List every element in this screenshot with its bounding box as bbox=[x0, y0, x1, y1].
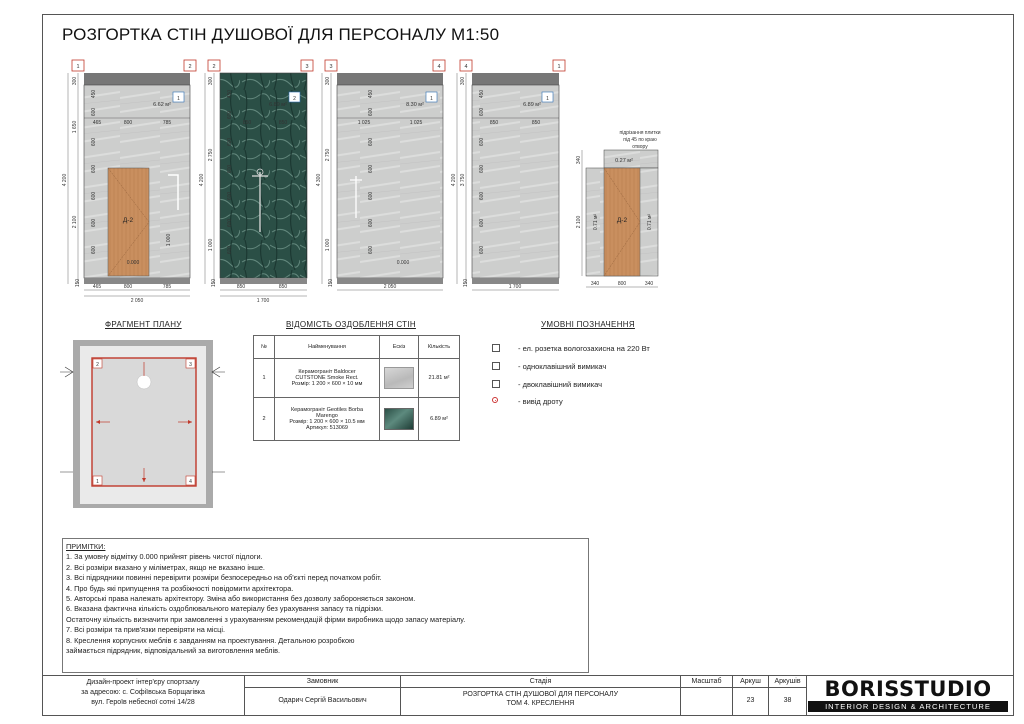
notes-block bbox=[62, 538, 589, 673]
svg-text:450: 450 bbox=[479, 89, 485, 99]
finish-schedule-table bbox=[253, 335, 460, 441]
svg-text:2 750: 2 750 bbox=[208, 148, 214, 162]
svg-text:600: 600 bbox=[91, 137, 97, 147]
svg-text:150: 150 bbox=[463, 278, 469, 288]
elevation-wall-2-3 bbox=[199, 60, 313, 304]
svg-text:600: 600 bbox=[91, 107, 97, 117]
svg-text:600: 600 bbox=[227, 191, 233, 201]
table-header-row bbox=[254, 336, 460, 359]
svg-text:3: 3 bbox=[189, 362, 192, 368]
svg-text:Д-2: Д-2 bbox=[122, 217, 134, 224]
svg-text:0.71 м²: 0.71 м² bbox=[647, 213, 653, 231]
door-detail bbox=[576, 130, 661, 287]
sheets-cell: Аркушів 38 bbox=[768, 676, 806, 716]
svg-text:1: 1 bbox=[96, 479, 99, 485]
svg-text:600: 600 bbox=[91, 218, 97, 228]
svg-text:6.62 м²: 6.62 м² bbox=[153, 102, 171, 108]
svg-text:850: 850 bbox=[236, 284, 246, 290]
svg-text:800: 800 bbox=[123, 120, 133, 126]
material-series: CUTSTONE Smoke Rect. bbox=[295, 375, 359, 381]
svg-text:150: 150 bbox=[75, 278, 81, 288]
svg-text:600: 600 bbox=[479, 245, 485, 255]
svg-text:800: 800 bbox=[617, 281, 627, 287]
svg-text:1 700: 1 700 bbox=[508, 284, 522, 290]
svg-text:450: 450 bbox=[368, 89, 374, 99]
svg-text:3 750: 3 750 bbox=[460, 173, 466, 187]
svg-text:600: 600 bbox=[479, 218, 485, 228]
svg-text:1: 1 bbox=[557, 64, 561, 70]
note-line: 3. Всі підрядники повинні перевірити розміри безпосередньо на об'єкті перед початком робіт. bbox=[66, 573, 382, 583]
notes-title: ПРИМІТКИ: bbox=[66, 542, 106, 551]
svg-text:340: 340 bbox=[644, 281, 654, 287]
material-series: Marengo bbox=[316, 413, 338, 419]
svg-text:340: 340 bbox=[590, 281, 600, 287]
row-number: 1 bbox=[254, 359, 275, 398]
svg-text:600: 600 bbox=[479, 137, 485, 147]
svg-text:4: 4 bbox=[464, 64, 468, 70]
table-row bbox=[254, 359, 460, 398]
svg-text:300: 300 bbox=[208, 76, 214, 86]
svg-text:600: 600 bbox=[368, 191, 374, 201]
note-line: 7. Всі розміри та прив'язки перевіряти на місці. bbox=[66, 625, 225, 635]
svg-text:465: 465 bbox=[92, 120, 102, 126]
plan-title: ФРАГМЕНТ ПЛАНУ bbox=[105, 320, 182, 329]
svg-text:2 750: 2 750 bbox=[325, 148, 331, 162]
svg-text:1 025: 1 025 bbox=[357, 120, 371, 126]
page-title: РОЗГОРТКА СТІН ДУШОВОЇ ДЛЯ ПЕРСОНАЛУ М1:50 bbox=[62, 25, 500, 44]
svg-text:6.89 м²: 6.89 м² bbox=[523, 102, 541, 108]
project-cell: Дизайн-проект інтер'єру спортзалу за адресою: с. Софіївська Борщагівка вул. Героїв небесної сотні 14/28 bbox=[81, 679, 205, 706]
svg-text:6.89 м²: 6.89 м² bbox=[269, 102, 287, 108]
note-line: 4. Про будь які припущення та розбіжності повідомити архітектора. bbox=[66, 583, 294, 593]
svg-text:4: 4 bbox=[189, 479, 192, 485]
single-switch-icon bbox=[492, 362, 500, 370]
client-cell: Замовник Одарич Сергій Васильович bbox=[244, 676, 400, 716]
svg-text:1 000: 1 000 bbox=[166, 233, 172, 247]
table-row bbox=[254, 398, 460, 441]
double-switch-icon bbox=[492, 380, 500, 388]
elevation-wall-3-4 bbox=[316, 60, 445, 290]
studio-logo: BORISSTUDIO INTERIOR DESIGN & ARCHITECTURE bbox=[808, 677, 1008, 713]
note-line: займається підрядник, відповідальний за виготовлення меблів. bbox=[66, 646, 281, 656]
svg-text:600: 600 bbox=[91, 191, 97, 201]
svg-text:1 000: 1 000 bbox=[325, 238, 331, 252]
svg-text:3: 3 bbox=[329, 64, 333, 70]
col-name: Найменування bbox=[275, 336, 380, 359]
svg-text:0.27 м²: 0.27 м² bbox=[615, 158, 633, 164]
row-name bbox=[275, 359, 380, 398]
stage-cell: Стадія РОЗГОРТКА СТІН ДУШОВОЇ ДЛЯ ПЕРСОНАЛУ ТОМ 4. КРЕСЛЕННЯ bbox=[400, 676, 680, 716]
svg-text:1 700: 1 700 bbox=[256, 298, 270, 304]
svg-text:150: 150 bbox=[211, 278, 217, 288]
elevation-wall-1-2 bbox=[62, 60, 196, 304]
svg-text:785: 785 bbox=[162, 120, 172, 126]
svg-text:0.000: 0.000 bbox=[126, 260, 140, 266]
col-quantity: Кількість bbox=[419, 336, 460, 359]
svg-text:1 000: 1 000 bbox=[208, 238, 214, 252]
note-line: 8. Креслення корпусних меблів є завданням на проектування. Детальною розробкою bbox=[66, 635, 355, 645]
svg-text:600: 600 bbox=[227, 218, 233, 228]
svg-text:600: 600 bbox=[227, 164, 233, 174]
note-line: 6. Вказана фактична кількість оздоблювального матеріалу без урахування запасу та підрізки. bbox=[66, 604, 384, 614]
svg-text:2: 2 bbox=[212, 64, 216, 70]
svg-text:8.30 м²: 8.30 м² bbox=[406, 102, 424, 108]
svg-text:785: 785 bbox=[162, 284, 172, 290]
wall-elevations bbox=[0, 0, 1024, 330]
svg-text:підрізання плитки: підрізання плитки bbox=[619, 130, 661, 136]
svg-text:600: 600 bbox=[368, 245, 374, 255]
svg-text:850: 850 bbox=[531, 120, 541, 126]
svg-text:2: 2 bbox=[293, 96, 296, 102]
svg-text:0.71 м²: 0.71 м² bbox=[593, 213, 599, 231]
col-sketch: Ескіз bbox=[380, 336, 419, 359]
svg-text:1 025: 1 025 bbox=[409, 120, 423, 126]
svg-text:300: 300 bbox=[72, 76, 78, 86]
svg-text:850: 850 bbox=[242, 120, 252, 126]
material-sketch bbox=[380, 359, 419, 398]
svg-text:2 050: 2 050 bbox=[383, 284, 397, 290]
svg-text:0.000: 0.000 bbox=[396, 260, 410, 266]
svg-text:600: 600 bbox=[91, 164, 97, 174]
svg-text:850: 850 bbox=[278, 284, 288, 290]
svg-text:4 200: 4 200 bbox=[62, 173, 68, 187]
svg-text:300: 300 bbox=[325, 76, 331, 86]
row-number: 2 bbox=[254, 398, 275, 441]
svg-text:850: 850 bbox=[489, 120, 499, 126]
socket-icon bbox=[492, 344, 500, 352]
svg-text:отвору: отвору bbox=[632, 144, 648, 150]
elevation-wall-4-1 bbox=[451, 60, 565, 290]
svg-text:2 100: 2 100 bbox=[72, 215, 78, 229]
svg-text:800: 800 bbox=[123, 284, 133, 290]
svg-text:2: 2 bbox=[188, 64, 192, 70]
scale-cell: Масштаб bbox=[680, 676, 732, 716]
note-line: 1. За умовну відмітку 0.000 прийнят рівень чистої підлоги. bbox=[66, 552, 263, 562]
svg-text:340: 340 bbox=[576, 155, 582, 165]
svg-text:1: 1 bbox=[76, 64, 80, 70]
svg-text:1: 1 bbox=[177, 96, 180, 102]
svg-text:850: 850 bbox=[278, 120, 288, 126]
svg-text:2: 2 bbox=[96, 362, 99, 368]
row-name bbox=[275, 398, 380, 441]
svg-text:600: 600 bbox=[479, 191, 485, 201]
svg-text:600: 600 bbox=[227, 137, 233, 147]
material-quantity: 21.81 м² bbox=[419, 359, 460, 398]
material-name: Керамограніт Geotiles Borba bbox=[290, 407, 364, 413]
svg-text:1: 1 bbox=[546, 96, 549, 102]
svg-text:600: 600 bbox=[368, 107, 374, 117]
legend-title: УМОВНІ ПОЗНАЧЕННЯ bbox=[541, 320, 635, 329]
svg-text:4 200: 4 200 bbox=[451, 173, 457, 187]
svg-text:450: 450 bbox=[227, 89, 233, 99]
svg-text:4: 4 bbox=[437, 64, 441, 70]
svg-text:600: 600 bbox=[368, 137, 374, 147]
svg-text:2 100: 2 100 bbox=[576, 215, 582, 229]
svg-text:під 45 по краю: під 45 по краю bbox=[623, 137, 657, 143]
svg-text:4 200: 4 200 bbox=[199, 173, 205, 187]
material-quantity: 6.89 м² bbox=[419, 398, 460, 441]
material-name: Керамограніт Baldocer bbox=[298, 369, 356, 375]
svg-text:600: 600 bbox=[91, 245, 97, 255]
svg-text:1 650: 1 650 bbox=[72, 120, 78, 134]
note-line: Остаточну кількість визначити при замовленні з урахуванням рекомендацій фірми виробника щодо запасу матеріалу. bbox=[66, 614, 466, 624]
svg-text:600: 600 bbox=[227, 110, 233, 120]
svg-text:4 300: 4 300 bbox=[316, 173, 322, 187]
col-number: № bbox=[254, 336, 275, 359]
svg-text:465: 465 bbox=[92, 284, 102, 290]
svg-text:1: 1 bbox=[430, 96, 433, 102]
svg-text:Д-2: Д-2 bbox=[616, 217, 628, 224]
svg-text:600: 600 bbox=[368, 218, 374, 228]
svg-text:600: 600 bbox=[227, 245, 233, 255]
svg-text:600: 600 bbox=[479, 164, 485, 174]
svg-text:150: 150 bbox=[328, 278, 334, 288]
svg-text:3: 3 bbox=[305, 64, 309, 70]
material-sketch bbox=[380, 398, 419, 441]
material-article: Артикул: 513069 bbox=[306, 425, 348, 431]
material-size: Розмір: 1 200 × 600 × 10.5 мм bbox=[289, 419, 365, 425]
note-line: 5. Авторські права належать архітектору. Зміна або використання без дозволу забороняється законом. bbox=[66, 594, 416, 604]
svg-text:2 050: 2 050 bbox=[130, 298, 144, 304]
sheet-cell: Аркуш 23 bbox=[732, 676, 768, 716]
material-size: Розмір: 1 200 × 600 × 10 мм bbox=[291, 381, 363, 387]
svg-text:300: 300 bbox=[460, 76, 466, 86]
wire-outlet-icon bbox=[492, 397, 498, 403]
note-line: 2. Всі розміри вказано у міліметрах, якщо не вказано інше. bbox=[66, 562, 265, 572]
plan-fragment bbox=[60, 332, 225, 512]
finish-schedule-title: ВІДОМІСТЬ ОЗДОБЛЕННЯ СТІН bbox=[286, 320, 416, 329]
svg-text:600: 600 bbox=[368, 164, 374, 174]
svg-text:450: 450 bbox=[91, 89, 97, 99]
svg-text:600: 600 bbox=[479, 107, 485, 117]
